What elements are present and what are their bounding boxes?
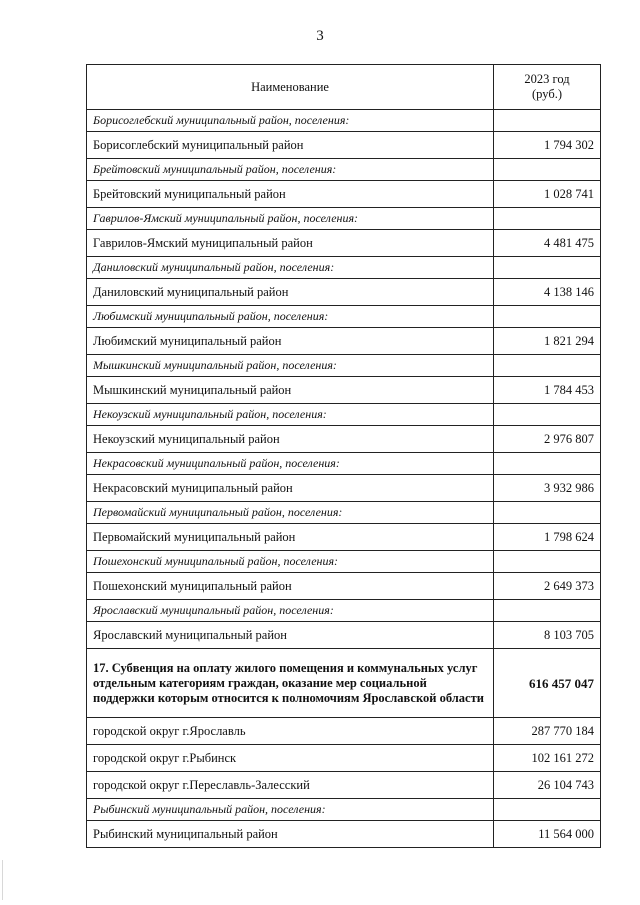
row-amount bbox=[494, 600, 601, 622]
table-row bbox=[87, 821, 601, 848]
row-amount: 287 770 184 bbox=[494, 718, 601, 745]
scan-artifact bbox=[2, 860, 3, 900]
subheading-row bbox=[87, 404, 601, 426]
row-name: Любимский муниципальный район bbox=[87, 328, 494, 355]
row-name: Гаврилов-Ямский муниципальный район bbox=[87, 230, 494, 257]
subheading-row bbox=[87, 551, 601, 573]
row-name: Некрасовский муниципальный район, поселения: bbox=[87, 453, 494, 475]
table-row bbox=[87, 573, 601, 600]
row-name: городской округ г.Рыбинск bbox=[87, 745, 494, 772]
table-row bbox=[87, 132, 601, 159]
row-amount: 1 794 302 bbox=[494, 132, 601, 159]
row-name: Гаврилов-Ямский муниципальный район, поселения: bbox=[87, 208, 494, 230]
table-row bbox=[87, 328, 601, 355]
row-amount bbox=[494, 453, 601, 475]
row-amount bbox=[494, 355, 601, 377]
row-amount bbox=[494, 404, 601, 426]
row-name: Некрасовский муниципальный район bbox=[87, 475, 494, 502]
table-row bbox=[87, 230, 601, 257]
row-name: Некоузский муниципальный район, поселения: bbox=[87, 404, 494, 426]
subheading-row bbox=[87, 355, 601, 377]
row-amount bbox=[494, 159, 601, 181]
row-name: Пошехонский муниципальный район bbox=[87, 573, 494, 600]
row-amount bbox=[494, 502, 601, 524]
row-amount: 1 821 294 bbox=[494, 328, 601, 355]
table-row bbox=[87, 279, 601, 306]
subheading-row bbox=[87, 208, 601, 230]
table-row bbox=[87, 475, 601, 502]
row-name: городской округ г.Ярославль bbox=[87, 718, 494, 745]
subheading-row bbox=[87, 799, 601, 821]
subheading-row bbox=[87, 110, 601, 132]
row-amount bbox=[494, 551, 601, 573]
table-row bbox=[87, 745, 601, 772]
row-amount: 4 138 146 bbox=[494, 279, 601, 306]
row-name: Борисоглебский муниципальный район, поселения: bbox=[87, 110, 494, 132]
row-name: Борисоглебский муниципальный район bbox=[87, 132, 494, 159]
table-row bbox=[87, 718, 601, 745]
table-header-row bbox=[87, 65, 601, 110]
row-amount: 2 649 373 bbox=[494, 573, 601, 600]
page-number: 3 bbox=[316, 28, 324, 44]
row-amount: 1 798 624 bbox=[494, 524, 601, 551]
table-body bbox=[87, 110, 601, 848]
row-name: Некоузский муниципальный район bbox=[87, 426, 494, 453]
row-amount: 616 457 047 bbox=[494, 649, 601, 718]
row-name: Первомайский муниципальный район bbox=[87, 524, 494, 551]
budget-table bbox=[86, 64, 601, 848]
row-name: Мышкинский муниципальный район bbox=[87, 377, 494, 404]
row-name: Ярославский муниципальный район, поселения: bbox=[87, 600, 494, 622]
row-amount: 2 976 807 bbox=[494, 426, 601, 453]
subheading-row bbox=[87, 257, 601, 279]
row-amount bbox=[494, 110, 601, 132]
header-amount-year: 2023 год bbox=[524, 72, 570, 86]
row-amount: 3 932 986 bbox=[494, 475, 601, 502]
row-amount bbox=[494, 208, 601, 230]
row-amount: 26 104 743 bbox=[494, 772, 601, 799]
subheading-row bbox=[87, 453, 601, 475]
row-name: Рыбинский муниципальный район bbox=[87, 821, 494, 848]
row-name: Ярославский муниципальный район bbox=[87, 622, 494, 649]
row-name: Первомайский муниципальный район, поселения: bbox=[87, 502, 494, 524]
subheading-row bbox=[87, 159, 601, 181]
row-name: Мышкинский муниципальный район, поселения: bbox=[87, 355, 494, 377]
subheading-row bbox=[87, 306, 601, 328]
row-amount bbox=[494, 306, 601, 328]
row-amount: 102 161 272 bbox=[494, 745, 601, 772]
row-name: Любимский муниципальный район, поселения: bbox=[87, 306, 494, 328]
header-name: Наименование bbox=[87, 65, 494, 110]
header-amount-unit: (руб.) bbox=[532, 87, 562, 101]
row-amount bbox=[494, 257, 601, 279]
row-name: Даниловский муниципальный район, поселения: bbox=[87, 257, 494, 279]
section-row bbox=[87, 649, 601, 718]
row-amount: 11 564 000 bbox=[494, 821, 601, 848]
subheading-row bbox=[87, 600, 601, 622]
table-row bbox=[87, 524, 601, 551]
subheading-row bbox=[87, 502, 601, 524]
table-row bbox=[87, 772, 601, 799]
row-amount bbox=[494, 799, 601, 821]
row-amount: 4 481 475 bbox=[494, 230, 601, 257]
row-name: 17. Субвенция на оплату жилого помещения и коммунальных услуг отдельным категориям граждан, оказание мер социальной поддержки которым относится к полномочиям Ярославской области bbox=[87, 649, 494, 718]
row-name: городской округ г.Переславль-Залесский bbox=[87, 772, 494, 799]
table-row bbox=[87, 426, 601, 453]
row-name: Брейтовский муниципальный район bbox=[87, 181, 494, 208]
row-name: Рыбинский муниципальный район, поселения: bbox=[87, 799, 494, 821]
row-amount: 8 103 705 bbox=[494, 622, 601, 649]
row-name: Пошехонский муниципальный район, поселения: bbox=[87, 551, 494, 573]
header-amount bbox=[494, 65, 601, 110]
row-name: Брейтовский муниципальный район, поселения: bbox=[87, 159, 494, 181]
table-row bbox=[87, 377, 601, 404]
row-name: Даниловский муниципальный район bbox=[87, 279, 494, 306]
table-row bbox=[87, 181, 601, 208]
table-row bbox=[87, 622, 601, 649]
row-amount: 1 028 741 bbox=[494, 181, 601, 208]
row-amount: 1 784 453 bbox=[494, 377, 601, 404]
